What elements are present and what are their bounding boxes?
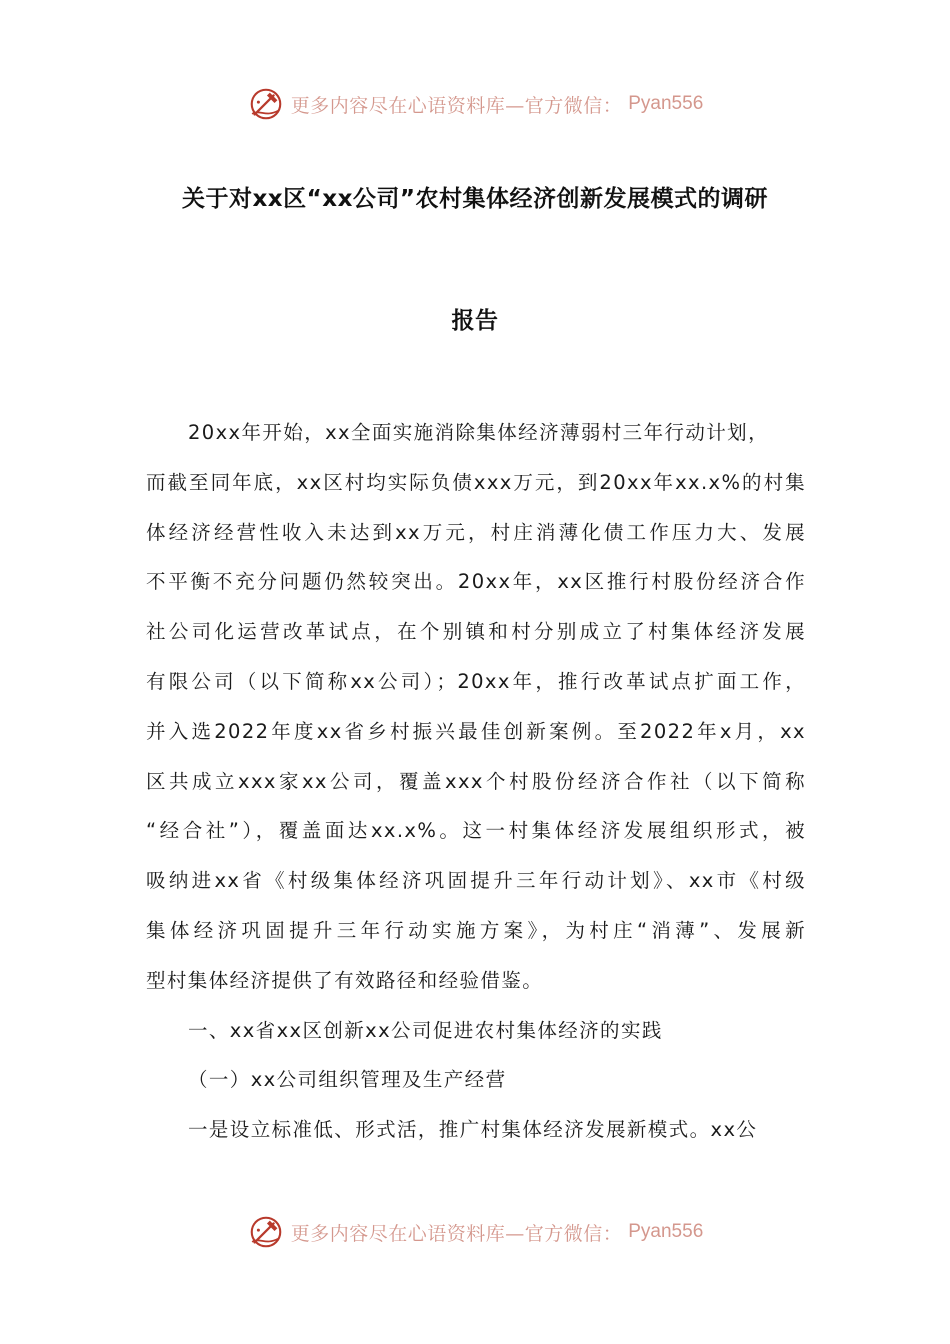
paragraph-line: 一是设立标准低、形式活，推广村集体经济发展新模式。xx公 (188, 1118, 758, 1142)
paragraph-line: 型村集体经济提供了有效路径和经验借鉴。 (146, 968, 544, 992)
paragraph-line: 有限公司（以下简称xx公司）；20xx年，推行改革试点扩面工作， (146, 669, 806, 693)
watermark-banner-bottom (0, 1212, 950, 1252)
paragraph-line: 并入选2022年度xx省乡村振兴最佳创新案例。至2022年x月，xx (146, 719, 806, 743)
watermark-wechat-id: Pyan556 (628, 1221, 704, 1242)
document-title-continued: 报告 (451, 308, 499, 334)
document-title: 关于对xx区“xx公司”农村集体经济创新发展模式的调研 (181, 186, 769, 212)
paragraph-line: 区共成立xxx家xx公司，覆盖xxx个村股份经济合作社（以下简称 (146, 769, 806, 793)
document-body (146, 408, 806, 1155)
section-heading: 一、xx省xx区创新xx公司促进农村集体经济的实践 (188, 1018, 663, 1042)
paragraph-line: “经合社”），覆盖面达xx.x%。这一村集体经济发展组织形式，被 (146, 819, 806, 843)
paragraph-line: 不平衡不充分问题仍然较突出。20xx年，xx区推行村股份经济合作 (146, 570, 806, 594)
paragraph-line: 20xx年开始，xx全面实施消除集体经济薄弱村三年行动计划， (188, 421, 769, 444)
pen-logo-icon (247, 85, 285, 123)
pen-logo-icon (247, 1213, 285, 1251)
paragraph-line: 社公司化运营改革试点，在个别镇和村分别成立了村集体经济发展 (146, 620, 806, 644)
paragraph-line: 而截至同年底，xx区村均实际负债xxx万元，到20xx年xx.x%的村集 (146, 470, 806, 494)
paragraph-line: 吸纳进xx省《村级集体经济巩固提升三年行动计划》、xx市《村级 (146, 869, 806, 893)
watermark-wechat-id: Pyan556 (628, 93, 704, 114)
watermark-banner-top (0, 84, 950, 124)
watermark-text: 更多内容尽在心语资料库—官方微信： (290, 1222, 623, 1245)
paragraph-line: 体经济经营性收入未达到xx万元，村庄消薄化债工作压力大、发展 (146, 520, 806, 544)
paragraph-line: 集体经济巩固提升三年行动实施方案》，为村庄“消薄”、发展新 (146, 918, 806, 942)
watermark-text: 更多内容尽在心语资料库—官方微信： (290, 94, 623, 117)
subsection-heading: （一）xx公司组织管理及生产经营 (188, 1068, 507, 1092)
